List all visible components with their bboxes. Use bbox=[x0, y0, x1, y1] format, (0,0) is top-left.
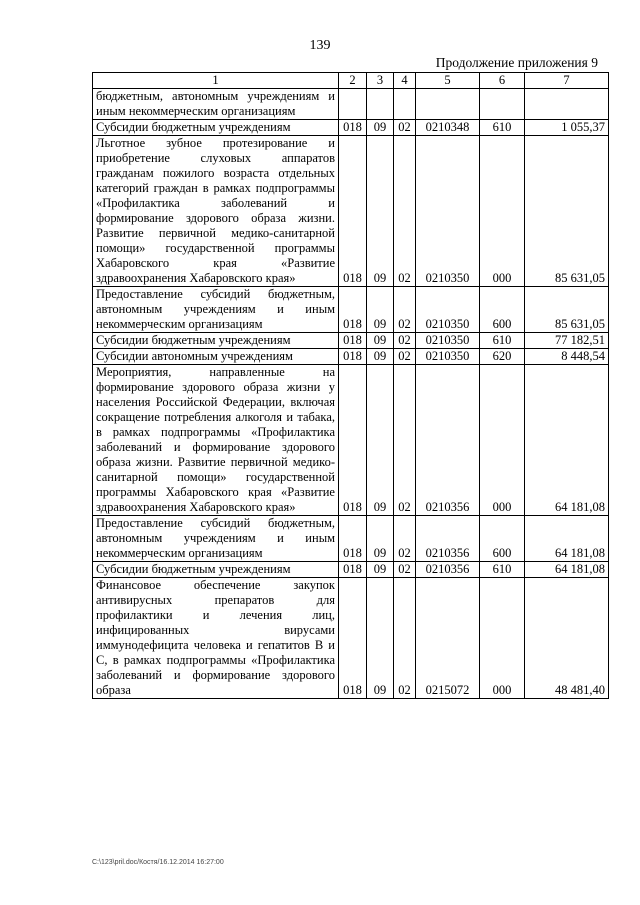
row-name: Финансовое обеспечение закупок антивирусных препаратов для профилактики и лечения лиц, инфицированных вирусами иммунодефицита человека и гепатитов В и С, в рамках подпрограммы «Профилактика заболеваний и формирование здорового образа bbox=[93, 578, 339, 699]
header-row bbox=[93, 73, 609, 89]
row-amount: 8 448,54 bbox=[525, 349, 609, 365]
row-subsection-code: 02 bbox=[394, 333, 416, 349]
row-section-code: 09 bbox=[367, 287, 394, 333]
row-target-code: 0210356 bbox=[416, 516, 480, 562]
row-subsection-code: 02 bbox=[394, 365, 416, 516]
row-subsection-code: 02 bbox=[394, 349, 416, 365]
row-target-code: 0210356 bbox=[416, 562, 480, 578]
column-header-5: 5 bbox=[416, 73, 480, 89]
row-target-code bbox=[416, 89, 480, 120]
row-expense-type-code: 600 bbox=[480, 516, 525, 562]
table-row bbox=[93, 89, 609, 120]
row-section-code bbox=[367, 89, 394, 120]
row-ministry-code: 018 bbox=[339, 136, 367, 287]
row-amount: 85 631,05 bbox=[525, 136, 609, 287]
row-subsection-code bbox=[394, 89, 416, 120]
row-amount: 64 181,08 bbox=[525, 562, 609, 578]
table-row bbox=[93, 333, 609, 349]
row-subsection-code: 02 bbox=[394, 578, 416, 699]
row-target-code: 0210348 bbox=[416, 120, 480, 136]
row-expense-type-code bbox=[480, 89, 525, 120]
page-number: 139 bbox=[309, 38, 331, 53]
row-target-code: 0210350 bbox=[416, 136, 480, 287]
row-section-code: 09 bbox=[367, 562, 394, 578]
row-name: бюджетным, автономным учреждениям и иным некоммерческим организациям bbox=[93, 89, 339, 120]
row-target-code: 0210350 bbox=[416, 287, 480, 333]
continuation-label: Продолжение приложения 9 bbox=[435, 55, 598, 70]
row-expense-type-code: 610 bbox=[480, 333, 525, 349]
column-header-4: 4 bbox=[394, 73, 416, 89]
row-name: Субсидии автономным учреждениям bbox=[93, 349, 339, 365]
row-subsection-code: 02 bbox=[394, 120, 416, 136]
row-subsection-code: 02 bbox=[394, 287, 416, 333]
row-ministry-code: 018 bbox=[339, 349, 367, 365]
row-name: Субсидии бюджетным учреждениям bbox=[93, 333, 339, 349]
row-expense-type-code: 000 bbox=[480, 578, 525, 699]
row-amount bbox=[525, 89, 609, 120]
row-name: Льготное зубное протезирование и приобретение слуховых аппаратов гражданам пожилого возраста отдельных категорий граждан в рамках подпрограммы «Профилактика заболеваний и формирование здорового образа жизни. Развитие первичной медико-санитарной помощи» государственной программы Хабаровского края «Развитие здравоохранения Хабаровского края» bbox=[93, 136, 339, 287]
row-amount: 85 631,05 bbox=[525, 287, 609, 333]
document-path-footer: C:\123\pril.doc/Костя/16.12.2014 16:27:00 bbox=[92, 859, 224, 866]
row-ministry-code: 018 bbox=[339, 562, 367, 578]
row-name: Предоставление субсидий бюджетным, автономным учреждениям и иным некоммерческим организациям bbox=[93, 516, 339, 562]
row-expense-type-code: 000 bbox=[480, 136, 525, 287]
table-row bbox=[93, 516, 609, 562]
row-section-code: 09 bbox=[367, 516, 394, 562]
row-expense-type-code: 620 bbox=[480, 349, 525, 365]
table-row bbox=[93, 578, 609, 699]
row-expense-type-code: 610 bbox=[480, 562, 525, 578]
column-header-7: 7 bbox=[525, 73, 609, 89]
row-target-code: 0210350 bbox=[416, 333, 480, 349]
row-subsection-code: 02 bbox=[394, 562, 416, 578]
table-row bbox=[93, 349, 609, 365]
row-section-code: 09 bbox=[367, 578, 394, 699]
row-expense-type-code: 610 bbox=[480, 120, 525, 136]
row-target-code: 0210350 bbox=[416, 349, 480, 365]
table-row bbox=[93, 562, 609, 578]
table-row bbox=[93, 136, 609, 287]
row-name: Мероприятия, направленные на формирование здорового образа жизни у населения Российской Федерации, включая сокращение потребления алкоголя и табака, в рамках подпрограммы «Профилактика заболеваний и формирование здорового образа жизни. Развитие первичной медико-санитарной помощи» государственной программы Хабаровского края «Развитие здравоохранения Хабаровского края» bbox=[93, 365, 339, 516]
column-header-1: 1 bbox=[93, 73, 339, 89]
row-section-code: 09 bbox=[367, 365, 394, 516]
row-section-code: 09 bbox=[367, 349, 394, 365]
row-ministry-code: 018 bbox=[339, 365, 367, 516]
row-subsection-code: 02 bbox=[394, 516, 416, 562]
row-name: Субсидии бюджетным учреждениям bbox=[93, 562, 339, 578]
row-name: Субсидии бюджетным учреждениям bbox=[93, 120, 339, 136]
row-amount: 77 182,51 bbox=[525, 333, 609, 349]
column-header-2: 2 bbox=[339, 73, 367, 89]
row-section-code: 09 bbox=[367, 120, 394, 136]
row-subsection-code: 02 bbox=[394, 136, 416, 287]
row-section-code: 09 bbox=[367, 333, 394, 349]
budget-table bbox=[92, 72, 609, 699]
row-ministry-code: 018 bbox=[339, 333, 367, 349]
table-row bbox=[93, 287, 609, 333]
row-ministry-code: 018 bbox=[339, 287, 367, 333]
row-amount: 64 181,08 bbox=[525, 365, 609, 516]
row-expense-type-code: 600 bbox=[480, 287, 525, 333]
row-ministry-code: 018 bbox=[339, 516, 367, 562]
row-amount: 48 481,40 bbox=[525, 578, 609, 699]
row-expense-type-code: 000 bbox=[480, 365, 525, 516]
row-amount: 64 181,08 bbox=[525, 516, 609, 562]
column-header-6: 6 bbox=[480, 73, 525, 89]
row-ministry-code: 018 bbox=[339, 578, 367, 699]
row-name: Предоставление субсидий бюджетным, автономным учреждениям и иным некоммерческим организациям bbox=[93, 287, 339, 333]
row-amount: 1 055,37 bbox=[525, 120, 609, 136]
row-ministry-code: 018 bbox=[339, 120, 367, 136]
row-target-code: 0210356 bbox=[416, 365, 480, 516]
table-row bbox=[93, 365, 609, 516]
row-section-code: 09 bbox=[367, 136, 394, 287]
row-ministry-code bbox=[339, 89, 367, 120]
row-target-code: 0215072 bbox=[416, 578, 480, 699]
column-header-3: 3 bbox=[367, 73, 394, 89]
table-row bbox=[93, 120, 609, 136]
